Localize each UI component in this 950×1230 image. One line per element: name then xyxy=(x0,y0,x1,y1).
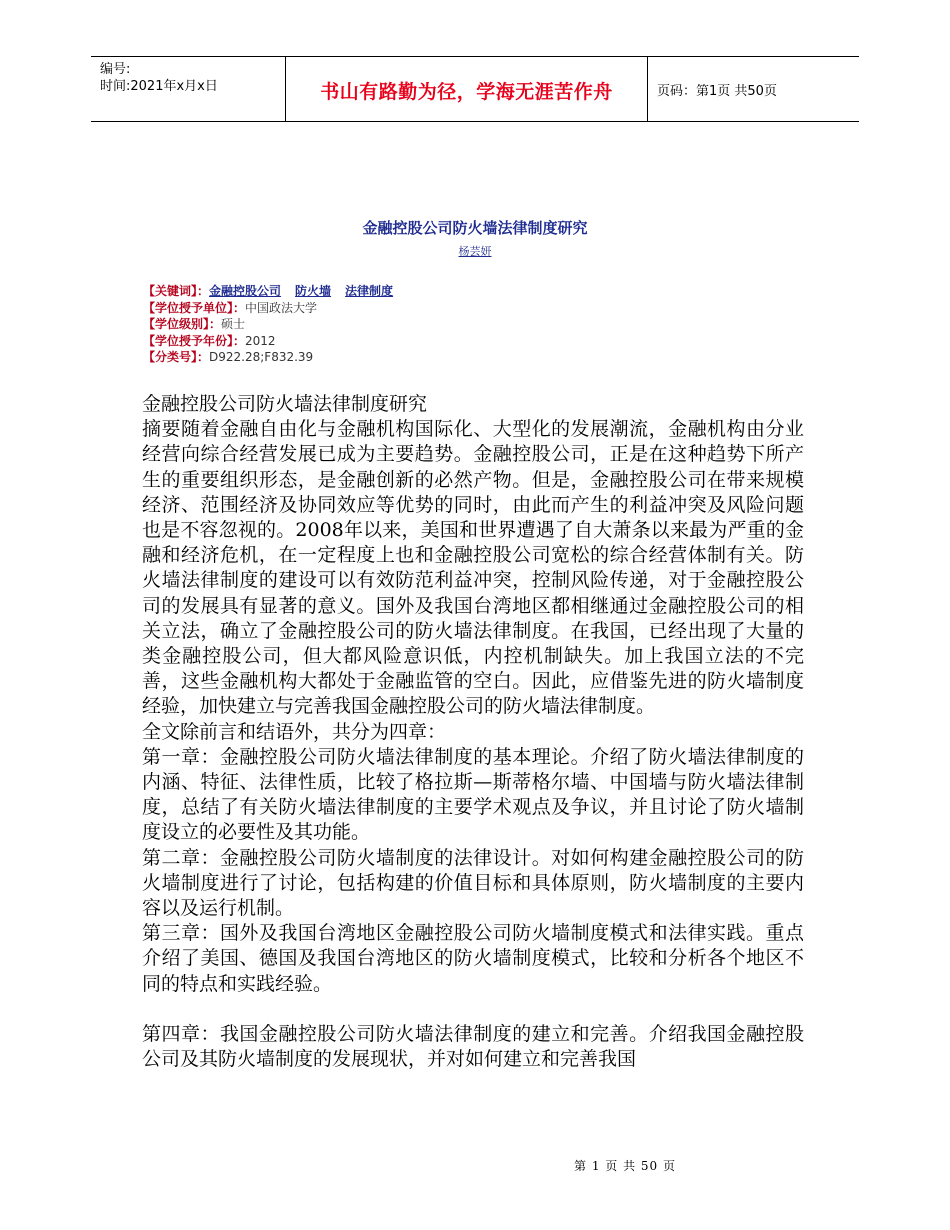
structure-paragraph: 全文除前言和结语外，共分为四章： xyxy=(142,720,447,743)
keywords-row xyxy=(143,283,407,300)
unit-label: 【学位授予单位】： xyxy=(143,300,246,315)
year-value: 2012 xyxy=(245,333,276,348)
author-line xyxy=(0,243,950,259)
header-left-cell xyxy=(91,57,286,121)
chapter-one-paragraph: 第一章：金融控股公司防火墙法律制度的基本理论。介绍了防火墙法律制度的内涵、特征、法律性质，比较了格拉斯—斯蒂格尔墙、中国墙与防火墙法律制度，总结了有关防火墙法律制度的主要学术观点及争议，并且讨论了防火墙制度设立的必要性及其功能。 xyxy=(142,745,804,844)
class-value: D922.28;F832.39 xyxy=(209,350,314,364)
body-heading: 金融控股公司防火墙法律制度研究 xyxy=(142,393,428,415)
chapter-two-paragraph: 第二章：金融控股公司防火墙制度的法律设计。对如何构建金融控股公司的防火墙制度进行了讨论，包括构建的价值目标和具体原则，防火墙制度的主要内容以及运行机制。 xyxy=(142,846,804,920)
year-label: 【学位授予年份】： xyxy=(143,333,246,348)
class-row xyxy=(143,349,407,366)
class-label: 【分类号】： xyxy=(143,350,210,364)
level-label: 【学位级别】： xyxy=(143,317,222,331)
body-text xyxy=(142,392,804,1072)
chapter-three-paragraph: 第三章：国外及我国台湾地区金融控股公司防火墙制度模式和法律实践。重点介绍了美国、德国及我国台湾地区的防火墙制度模式，比较和分析各个地区不同的特点和实践经验。 xyxy=(142,922,804,995)
unit-row xyxy=(143,300,407,317)
keyword-link[interactable]: 防火墙 xyxy=(295,284,332,298)
paragraph-gap xyxy=(142,997,804,1022)
page-footer: 第 1 页 共 50 页 xyxy=(574,1159,676,1173)
level-value: 硕士 xyxy=(221,317,246,331)
page-header xyxy=(91,56,859,122)
keyword-link[interactable]: 金融控股公司 xyxy=(209,284,282,298)
number-label: 编号: xyxy=(100,62,131,77)
metadata-block xyxy=(143,283,407,366)
keyword-link[interactable]: 法律制度 xyxy=(345,284,394,298)
year-row xyxy=(143,333,407,350)
header-page-info: 页码：第1页 共50页 xyxy=(657,83,777,99)
header-motto: 书山有路勤为径，学海无涯苦作舟 xyxy=(286,57,648,121)
abstract-paragraph: 摘要随着金融自由化与金融机构国际化、大型化的发展潮流，金融机构由分业经营向综合经营发展已成为主要趋势。金融控股公司，正是在这种趋势下所产生的重要组织形态，是金融创新的必然产物。但是，金融控股公司在带来规模经济、范围经济及协同效应等优势的同时，由此而产生的利益冲突及风险问题也是不容忽视的。2008年以来，美国和世界遭遇了自大萧条以来最为严重的金融和经济危机，在一定程度上也和金融控股公司宽松的综合经营体制有关。防火墙法律制度的建设可以有效防范利益冲突，控制风险传递，对于金融控股公司的发展具有显著的意义。国外及我国台湾地区都相继通过金融控股公司的相关立法，确立了金融控股公司的防火墙法律制度。在我国，已经出现了大量的类金融控股公司，但大都风险意识低，内控机制缺失。加上我国立法的不完善，这些金融机构大都处于金融监管的空白。因此，应借鉴先进的防火墙制度经验，加快建立与完善我国金融控股公司的防火墙法律制度。 xyxy=(142,418,804,718)
document-title: 金融控股公司防火墙法律制度研究 xyxy=(362,219,588,237)
author-link[interactable]: 杨芸妍 xyxy=(458,245,492,258)
time-label: 时间:2021年x月x日 xyxy=(100,79,218,94)
level-row xyxy=(143,316,407,333)
chapter-four-paragraph: 第四章：我国金融控股公司防火墙法律制度的建立和完善。介绍我国金融控股公司及其防火墙制度的发展现状，并对如何建立和完善我国 xyxy=(142,1022,804,1071)
keywords-label: 【关键词】： xyxy=(143,284,210,298)
unit-value: 中国政法大学 xyxy=(245,300,318,315)
